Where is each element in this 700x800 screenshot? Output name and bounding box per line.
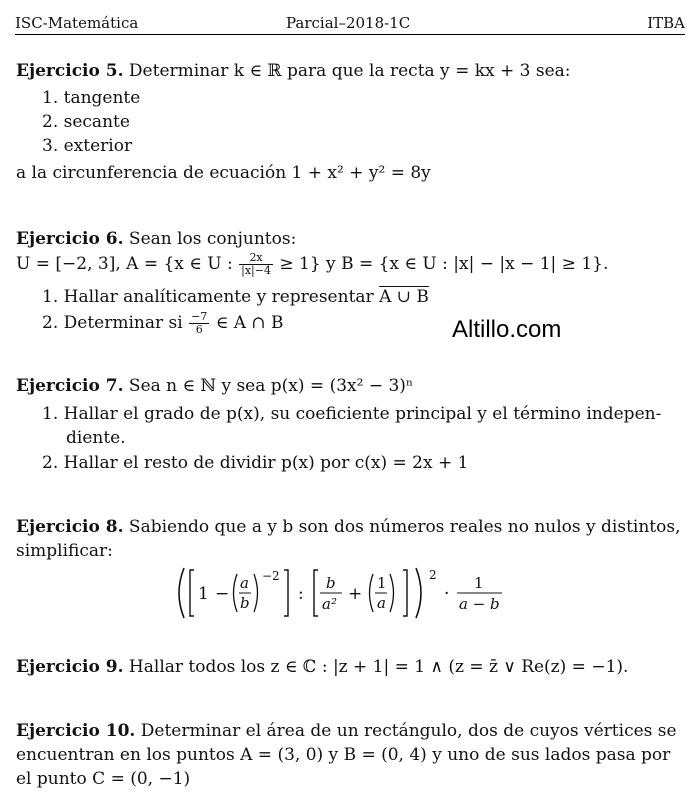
exercise-6-text: Sean los conjuntos:	[128, 229, 297, 249]
fraction-denominator: |x|−4	[241, 264, 271, 277]
exercise-10-title: Ejercicio 10.	[16, 721, 136, 741]
exercise-9-title: Ejercicio 9.	[16, 657, 124, 677]
formula-frac1-num: a	[240, 574, 249, 592]
exercise-5-closing: a la circunferencia de ecuación 1 + x² + y² = 8y	[16, 163, 431, 183]
formula-frac3-num: 1	[377, 574, 387, 592]
formula-frac4-num: 1	[474, 574, 484, 592]
fraction-denominator: 6	[195, 323, 203, 336]
exercise-6-title: Ejercicio 6.	[16, 229, 124, 249]
header-course: ISC-Matemática	[15, 14, 139, 32]
exercise-7-title: Ejercicio 7.	[16, 376, 124, 396]
exercise-7-item-1-cont: diente.	[66, 428, 126, 448]
exercise-5-statement	[16, 60, 571, 82]
exercise-8-title: Ejercicio 8.	[16, 517, 124, 537]
page-header	[15, 12, 685, 35]
formula-frac1-den: b	[240, 594, 250, 612]
exercise-6-item-2-text: 2. Determinar si	[42, 313, 183, 333]
exercise-9-statement	[16, 656, 628, 678]
outer-left-paren	[179, 568, 184, 618]
right-bracket-open	[314, 570, 318, 616]
exercise-8-text-2: simplificar:	[16, 541, 113, 561]
exercise-8-statement	[16, 516, 681, 538]
exercise-5-title: Ejercicio 5.	[16, 61, 124, 81]
exercise-5-item-3: 3. exterior	[42, 136, 133, 156]
formula-frac3-den: a	[377, 594, 386, 612]
formula-dot: ·	[444, 584, 450, 604]
exercise-6-sets	[16, 252, 608, 277]
formula-exp-2: 2	[429, 568, 437, 582]
left-bracket-close	[284, 570, 288, 616]
formula-colon: :	[298, 584, 304, 604]
right-bracket-close	[403, 570, 407, 616]
exercise-9-text: Hallar todos los z ∈ ℂ : |z + 1| = 1 ∧ (z = z̄ ∨ Re(z) = −1).	[128, 657, 629, 677]
exercise-5-text: Determinar k ∈ ℝ para que la recta y = kx + 3 sea:	[128, 61, 571, 81]
fraction-numerator: 2x	[239, 252, 273, 265]
formula-exp-neg2: −2	[262, 569, 280, 583]
exercise-7-text: Sea n ∈ ℕ y sea p(x) = (3x² − 3)ⁿ	[128, 376, 414, 396]
exercise-6-item-2	[42, 311, 284, 336]
exercise-7-statement	[16, 375, 413, 397]
exercise-7-item-2: 2. Hallar el resto de dividir p(x) por c(x) = 2x + 1	[42, 453, 469, 473]
formula-frac2-den: a²	[322, 595, 337, 613]
outer-right-paren	[416, 568, 421, 618]
exercise-6-sets-u: U = [−2, 3], A = {x ∈ U :	[16, 254, 233, 274]
formula-one: 1	[198, 584, 209, 604]
exercise-10-text-3: el punto C = (0, −1)	[16, 769, 191, 789]
exercise-10-text-1: Determinar el área de un rectángulo, dos de cuyos vértices se	[140, 721, 677, 741]
formula-minus: −	[215, 584, 230, 604]
inner-left-paren-2	[370, 574, 374, 612]
exercise-7-item-1: 1. Hallar el grado de p(x), su coeficiente principal y el término indepen-	[42, 404, 662, 424]
exercise-5-item-2: 2. secante	[42, 112, 130, 132]
formula-svg	[174, 566, 534, 620]
exercise-5-item-1: 1. tangente	[42, 88, 141, 108]
exercise-6-item-2-fraction	[189, 311, 209, 336]
exercise-6-item-1-set: A ∪ B	[379, 287, 429, 307]
inner-right-paren-2	[390, 574, 394, 612]
header-exam: Parcial–2018-1C	[286, 14, 411, 32]
exercise-6-item-1	[42, 286, 429, 308]
exercise-8-formula	[174, 566, 534, 620]
inner-left-paren	[234, 574, 238, 612]
inner-right-paren	[254, 574, 258, 612]
exercise-6-statement	[16, 228, 296, 250]
exercise-6-sets-rest: ≥ 1} y B = {x ∈ U : |x| − |x − 1| ≥ 1}.	[279, 254, 609, 274]
left-bracket-open	[190, 570, 194, 616]
exercise-10-statement	[16, 720, 677, 742]
exercise-10-text-2: encuentran en los puntos A = (3, 0) y B = (0, 4) y uno de sus lados pasa por	[16, 745, 671, 765]
header-institution: ITBA	[647, 14, 685, 32]
formula-frac4-den: a − b	[459, 595, 500, 613]
exercise-6-item-1-text: 1. Hallar analíticamente y representar	[42, 287, 374, 307]
exercise-6-sets-fraction	[239, 252, 273, 277]
fraction-numerator: −7	[191, 310, 208, 323]
formula-plus: +	[348, 584, 363, 604]
exercise-8-text: Sabiendo que a y b son dos números reales no nulos y distintos,	[128, 517, 681, 537]
watermark-logo: Altillo.com	[452, 316, 562, 343]
exercise-6-item-2-set: ∈ A ∩ B	[215, 313, 284, 333]
formula-frac2-num: b	[326, 574, 336, 592]
